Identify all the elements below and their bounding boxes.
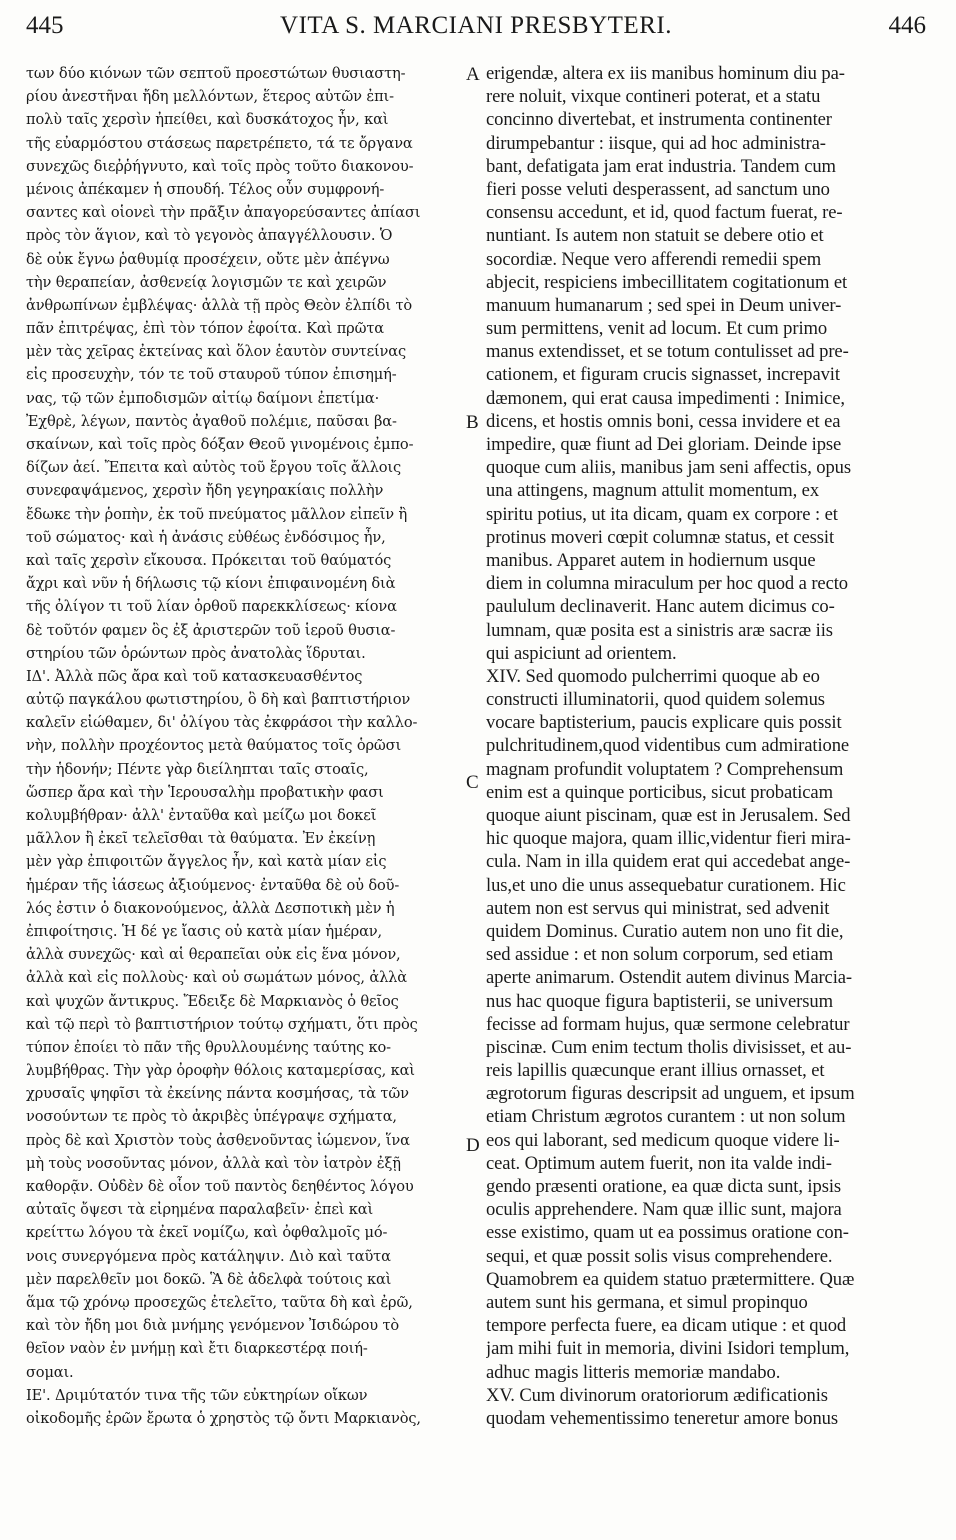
text-line: quidem Dominus. Curatio autem non uno fit die, [486,920,844,942]
text-line: ἄχρι καὶ νῦν ἡ δήλωσις τῷ κίονι ἐπιφαινομένη διὰ [26,575,396,593]
text-line: στηρίου τῶν ὁρώντων πρὸς ἀνατολὰς ἵδρυται. [26,644,366,662]
text-line: μὲν γὰρ ἐπιφοιτῶν ἄγγελος ἦν, καὶ κατὰ μίαν εἰς [26,853,387,871]
text-line: θεῖον ναὸν ἐν μνήμῃ καὶ ἔτι διαρκεστέρᾳ ποιή- [26,1340,368,1358]
text-line: πρὸς δὲ καὶ Χριστὸν τοὺς ἀσθενοῦντας ἰώμενον, ἵνα [26,1131,410,1149]
text-line: tempore perfecta fuere, ea dicam utique : et quod [486,1315,847,1337]
text-line: fecisse ad formam hujus, quæ sermone celebratur [486,1013,850,1035]
greek-text-column [26,62,462,1430]
text-line: ΙΔ'. Ἀλλὰ πῶς ἄρα καὶ τοῦ κατασκευασθέντος [26,667,363,685]
text-line: καθορᾷν. Οὐδὲν δὲ οἷον τοῦ παντὸς δεηθέντος λόγου [26,1178,414,1195]
text-line: aperte animarum. Ostendit autem divinus Marcia- [486,967,853,989]
text-line: qui aspiciunt ad orientem. [486,642,677,664]
text-line: protinus moveri cœpit columnæ status, et cessit [486,526,835,548]
text-line: τῆς εὐαρμόστου στάσεως παρετρέπετο, τά τε ὄργανα [26,134,413,152]
text-line: μὴ τοὺς νοσοῦντας μόνον, ἀλλὰ καὶ τὸν ἰατρὸν ἐξῇ [26,1154,401,1172]
margin-marker-c: C [466,772,479,793]
text-line: ρίου ἀνεστῆναι ἤδη μελλόντων, ἕτερος αὐτῶν ἐπι- [26,88,394,106]
text-line: manibus. Apparet autem in hodiernum usque [486,549,816,571]
text-line: adhuc magis litteris memoriæ mandabo. [486,1361,781,1383]
text-line: lus,et uno die unus assequebatur curationem. Hic [486,874,846,896]
text-line: ἅμα τῷ χρόνῳ προσεχῶς ἐτελεῖτο, ταῦτα δὴ καὶ ἐρῶ, [26,1293,413,1311]
text-line: diem in columna miraculum per hoc quod a recto [486,573,848,595]
text-line: rere noluit, vixque contineri poterat, et a statu [486,86,821,108]
text-line: τύπον ἐποίει τὸ πᾶν τῆς θρυλλουμένης ταύτης κο- [26,1038,391,1056]
text-line: dirumpebantur : iisque, qui ad hoc administra- [486,132,826,154]
text-line: εἰς προσευχὴν, τόν τε τοῦ σταυροῦ τύπον ἐπισημή- [26,366,397,384]
text-line: λός ἐστιν ὁ διακονούμενος, ἀλλὰ Δεσποτικὴ μὲν ἡ [26,899,395,917]
text-line: quoque aiunt piscinam, quæ est in Jerusalem. Sed [486,805,851,826]
text-line: reis lapillis quæcunque erant illius ornasset, et [486,1060,825,1082]
text-line: esse existimo, quam ut ea possimus oratione con- [486,1222,849,1244]
text-line: αὐτῷ παγκάλου φωτιστηρίου, ὃ δὴ καὶ βαπτιστήριον [26,691,411,709]
text-line: cationem, et figuram crucis signasset, increpavit [486,364,840,386]
text-line: καὶ τὸν ἤδη μοι διὰ μνήμης γενόμενον Ἰσιδώρου τὸ [26,1317,400,1335]
text-line: bant, defatigata jam erat industria. Tandem cum [486,155,836,177]
text-line: οἰκοδομῆς ἐρῶν ἔρωτα ὁ χρηστὸς τῷ ὄντι Μαρκιανὸς, [26,1409,421,1427]
text-line: καὶ ψυχῶν ἄντικρυς. Ἔδειξε δὲ Μαρκιανὸς ὁ θεῖος [26,992,399,1010]
text-line: sequi, et quæ possit solis visus comprehendere. [486,1245,833,1267]
text-line: consensu accedunt, et id, quod factum fuerat, re- [486,202,843,224]
text-line: σκαίνων, καὶ τοῖς πρὸς δόξαν Θεοῦ γινομένοις ἐμπο- [26,436,414,453]
text-line: τῆς ὀλίγον τι τοῦ λίαν ὀρθοῦ παρεκκλίσεως· κίονα [26,598,397,616]
text-line: XV. Cum divinorum oratoriorum ædificationis [486,1384,828,1406]
text-line: dicens, et hostis omnis boni, cessa invidere et ea [486,410,841,432]
text-line: sed assidue : et non solum corporum, sed etiam [486,944,834,966]
text-line: quodam vehementissimo teneretur amore bonus [486,1407,838,1429]
text-line: paululum declinaverit. Hanc autem dicimus co- [486,596,835,618]
text-line: fieri posse veluti desperassent, ad sanctum uno [486,178,830,200]
text-line: socordiæ. Neque vero afferendi remedii spem [486,248,822,270]
text-line: pulchritudinem,quod videntibus cum admiratione [486,735,850,757]
text-line: autem sunt his germana, et simul propinquo [486,1291,808,1313]
text-line: ΙΕ'. Δριμύτατόν τινα τῆς τῶν εὐκτηρίων οἴκων [26,1386,368,1404]
text-line: erigendæ, altera ex iis manibus hominum diu pa- [486,63,845,84]
text-line: νὴν, πολλὴν προχέοντος μετὰ θαύματος τοῖς ὁρῶσι [26,737,402,755]
text-line: νοις συνεργόμενα πρὸς κατάληψιν. Διὸ καὶ ταῦτα [26,1247,391,1265]
text-line: XIV. Sed quomodo pulcherrimi quoque ab eo [486,665,820,687]
text-line: τὴν ἡδονήν; Πέντε γὰρ διείληπται ταῖς στοαῖς, [26,760,369,778]
text-line: ἀνθρωπίνων ἐμβλέψας· ἀλλὰ τῇ πρὸς Θεὸν ἐλπίδι τὸ [26,296,412,314]
text-line: vocare baptisterium, paucis explicare quis possit [486,712,842,734]
text-line: ceat. Optimum autem fuerit, non ita valde indi- [486,1152,832,1174]
text-line: abjecit, respiciens imbecillitatem cogitationum et [486,271,848,293]
text-line: ἔδωκε τὴν ῥοπὴν, ἐκ τοῦ πνεύματος μᾶλλον εἰπεῖν ἢ [26,505,408,523]
page-header [26,12,926,46]
text-line: nuntiant. Is autem non statuit se debere otio et [486,225,824,247]
text-line: πρὸς τὸν ἅγιον, καὶ τὸ γεγονὸς ἀπαγγέλλουσιν. Ὁ [26,227,393,245]
running-title: VITA S. MARCIANI PRESBYTERI. [280,12,672,39]
text-line: πολὺ ταῖς χερσὶν ἠπείθει, καὶ δυσκάτοχος ἦν, καὶ [26,111,389,129]
text-line: κολυμβήθραν· ἀλλ' ἐνταῦθα καὶ μείζω μοι δοκεῖ [26,807,377,824]
text-line: Ἐχθρὲ, λέγων, παντὸς ἀγαθοῦ πολέμιε, παῦσαι βα- [26,412,397,430]
text-line: piscinæ. Cum enim tectum tholis divisisset, et au- [486,1036,852,1058]
text-line: spiritu potius, ut ita dicam, quam ex corpore : et [486,503,838,525]
text-line: μᾶλλον ἢ ἐκεῖ τελεῖσθαι τὰ θαύματα. Ἐν ἐκείνῃ [26,830,376,848]
text-line: καὶ τῷ περὶ τὸ βαπτιστήριον τούτῳ σχήματι, ὅτι πρὸς [26,1015,418,1033]
text-line: impedire, quæ fiunt ad Dei gloriam. Deinde ipse [486,434,842,455]
text-line: σομαι. [26,1363,74,1381]
text-line: ἡμέραν τῆς ἰάσεως ἀξιούμενος· ἐνταῦθα δὲ οὐ δοῦ- [26,876,400,894]
text-line: νοσούντων τε πρὸς τὸ ἀκριβὲς ὑπέγραψε σχήματα, [26,1108,397,1126]
text-line: ἀλλὰ συνεχῶς· καὶ αἱ θεραπεῖαι οὐκ εἰς ἕνα μόνον, [26,946,401,964]
text-line: δὲ τοῦτόν φαμεν ὃς ἐξ ἀριστερῶν τοῦ ἱεροῦ θυσια- [26,621,396,639]
text-line: lumnam, quæ posita est a sinistris aræ sacræ iis [486,619,833,641]
text-line: hic quoque majora, quam illic,videntur fieri mira- [486,828,851,850]
text-line: νας, τῷ τῶν ἐμποδισμῶν αἰτίῳ δαίμονι ἐπετίμα· [26,389,380,407]
text-line: eos qui laborant, sed medicum quoque videre li- [486,1129,840,1151]
text-line: κρείττω λόγου τὰ ἐκεῖ νομίζω, καὶ ὀφθαλμοῖς μό- [26,1224,388,1242]
text-line: manus extendisset, et se totum contulisset ad pre- [486,341,849,363]
text-line: oculis apprehendere. Nam quæ illic sunt, majora [486,1199,842,1221]
text-line: constructi illuminatorii, quod quidem solemus [486,689,825,711]
text-line: magnam profundit voluptatem ? Comprehensum [486,758,844,780]
margin-marker-b: B [466,412,479,433]
text-line: αὐταῖς ὄψεσι τὰ εἰρημένα παραλαβεῖν· ἐπεὶ καὶ [26,1201,374,1219]
text-line: ἐπιφοίτησις. Ἡ δέ γε ἴασις οὐ κατὰ μίαν ἡμέραν, [26,922,383,940]
page-number-right: 446 [888,12,926,39]
text-line: χρυσαῖς ψηφῖσι τὰ ἐκείνης πάντα κοσμήσας, τὰ τῶν [26,1085,409,1103]
text-line: λυμβήθρας. Τὴν γὰρ ὀροφὴν θόλοις καταμερίσας, καὶ [26,1062,415,1080]
text-line: πᾶν ἐπιτρέψας, ἐπὶ τὸν τόπον ἐφοίτα. Καὶ πρῶτα [26,320,384,338]
text-line: cula. Nam in illa quidem erat qui accedebat ange- [486,851,851,873]
text-line: των δύο κιόνων τῶν σεπτοῦ προεστώτων θυσιαστη- [26,65,406,82]
text-line: καὶ ταῖς χερσὶν εἴκουσα. Πρόκειται τοῦ θαύματός [26,551,392,569]
text-line: συνεφαψάμενος, χερσὶν ἤδη γεγηρακίαις πολλὴν [26,482,384,500]
text-line: καλεῖν εἰώθαμεν, δι' ὀλίγου τὰς ἐκφράσοι τὴν καλλο- [26,714,418,732]
text-line: συνεχῶς διεῤῥήγνυτο, καὶ τοῖς πρὸς τοῦτο διακονου- [26,157,414,175]
margin-marker-d: D [466,1135,480,1156]
text-line: ἀλλὰ καὶ εἰς πολλοὺς· καὶ οὐ σωμάτων μόνος, ἀλλὰ [26,969,407,987]
text-line: Quamobrem ea quidem statuo prætermittere. Quæ [486,1268,855,1290]
text-line: sum permittens, venit ad locum. Et cum primo [486,318,828,340]
text-line: τὴν θεραπείαν, ἀσθενείᾳ λογισμῶν τε καὶ χειρῶν [26,273,387,291]
text-line: concinno divertebat, et instrumenta continenter [486,109,832,131]
text-line: gendo præsenti oratione, ea quæ dicta sunt, ipsis [486,1176,842,1197]
text-line: ægrotorum figuras descripsit ad unguem, et ipsum [486,1083,855,1105]
text-line: μὲν παρελθεῖν μοι δοκῶ. Ἃ δὲ ἀδελφὰ τούτοις καὶ [26,1270,392,1288]
text-line: nus hac quoque figura baptisterii, se universum [486,990,833,1012]
text-line: τοῦ σώματος· καὶ ἡ ἀνάσις εὐθέως ἐνδόσιμος ἦν, [26,528,386,546]
text-line: dæmonem, qui erat causa impedimenti : Inimice, [486,387,845,409]
text-line: una attingens, magnum attulit momentum, ex [486,480,820,502]
text-line: quoque cum aliis, manibus jam seni affectis, opus [486,457,852,479]
text-line: enim est a quinque porticibus, sicut probaticam [486,781,833,803]
text-line: etiam Christum ægrotos curantem : ut non solum [486,1106,846,1128]
text-line: μένοις ἀπέκαμεν ἡ σπουδή. Τέλος οὖν συμφρονή- [26,180,385,198]
margin-marker-a: A [466,64,480,85]
page-number-left: 445 [26,12,64,39]
text-line: autem non est servus qui ministrat, sed advenit [486,897,830,919]
text-line: jam mihi fuit in memoria, divini Isidori templum, [486,1338,850,1360]
text-line: σαντες καὶ οἱονεὶ τὴν πρᾶξιν ἀπαγορεύσαντες ἀπίασι [26,204,421,222]
text-line: μὲν τὰς χεῖρας ἐκτείνας καὶ ὅλον ἑαυτὸν συντείνας [26,343,406,361]
latin-text-column [486,62,930,1430]
text-line: manuum humanarum ; sed spei in Deum univer- [486,294,842,316]
text-line: ὥσπερ ἄρα καὶ τὴν Ἱερουσαλὴμ προβατικὴν φασι [26,783,384,801]
text-line: δὲ οὐκ ἔγνω ῥαθυμίᾳ προσέχειν, οὔτε μὲν ἀπέγνω [26,250,390,268]
text-line: δίζων ἀεί. Ἔπειτα καὶ αὐτὸς τοῦ ἔργου τοῖς ἄλλοις [26,459,402,477]
